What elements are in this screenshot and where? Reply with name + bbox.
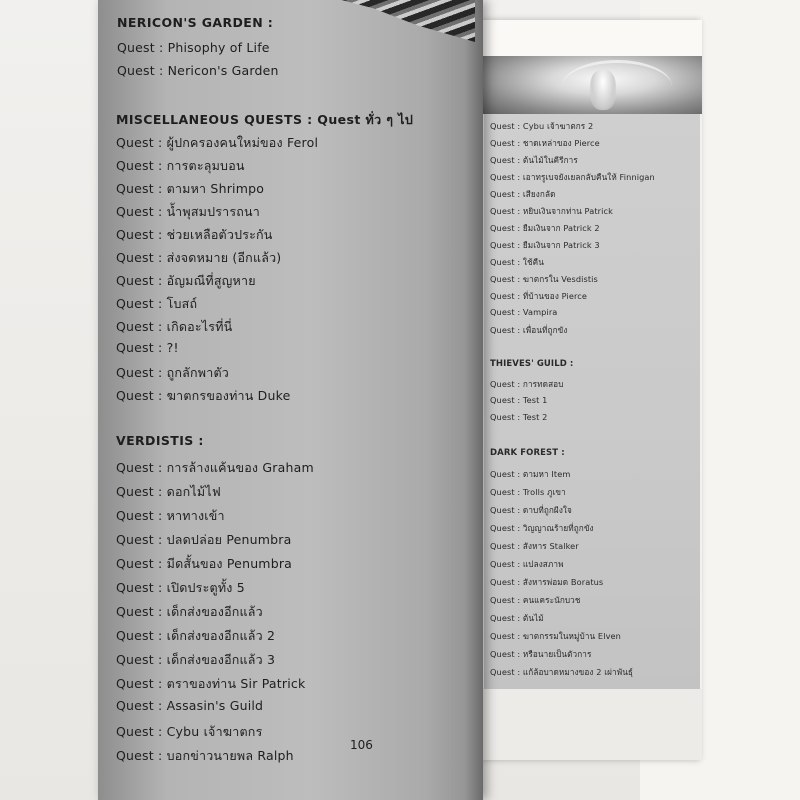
quest-line: Quest : สังหารพ่อมด Boratus xyxy=(490,577,604,587)
section-heading: NERICON'S GARDEN : xyxy=(117,15,274,30)
quest-line: Quest : ปลดปล่อย Penumbra xyxy=(116,532,292,547)
quest-line: Quest : ฆาตกรใน Vesdistis xyxy=(490,274,598,284)
section-heading: DARK FOREST : xyxy=(490,448,565,458)
quest-line: Quest : สังหาร Stalker xyxy=(490,541,579,551)
quest-line: Quest : ช่วยเหลือตัวประกัน xyxy=(116,227,273,242)
quest-line: Quest : เสียงกลัด xyxy=(490,189,556,199)
section-heading: THIEVES' GUILD : xyxy=(490,359,574,369)
quest-line: Quest : น้ำพุสมปรารถนา xyxy=(116,204,261,219)
quest-line: Quest : การตะลุมบอน xyxy=(116,158,245,173)
quest-line: Quest : โบสถ์ xyxy=(116,296,198,311)
quest-line: Quest : เด็กส่งของอีกแล้ว xyxy=(116,604,263,619)
quest-line: Quest : ที่บ้านของ Pierce xyxy=(490,291,588,301)
quest-line: Quest : ถูกลักพาตัว xyxy=(116,365,229,380)
quest-line: Quest : Nericon's Garden xyxy=(117,63,279,78)
quest-line: Quest : Test 1 xyxy=(490,395,548,405)
quest-line: Quest : บอกข่าวนายพล Ralph xyxy=(116,748,294,763)
right-page-bottom xyxy=(482,689,702,760)
quest-line: Quest : คนแคระนักบวช xyxy=(490,595,581,605)
quest-line: Quest : ตามหา Item xyxy=(490,469,571,479)
quest-line: Quest : Phisophy of Life xyxy=(117,40,270,55)
right-page-text xyxy=(484,114,700,689)
quest-line: Quest : แปลงสภาพ xyxy=(490,559,564,569)
quest-line: Quest : Assasin's Guild xyxy=(116,698,264,713)
quest-line: Quest : การทดสอบ xyxy=(490,379,564,389)
quest-line: Quest : เด็กส่งของอีกแล้ว 2 xyxy=(116,628,276,643)
quest-line: Quest : ผู้ปกครองคนใหม่ของ Ferol xyxy=(116,135,319,150)
quest-line: Quest : ยืมเงินจาก Patrick 3 xyxy=(490,240,600,250)
quest-line: Quest : เพื่อนที่ถูกขัง xyxy=(490,325,568,335)
section-heading: MISCELLANEOUS QUESTS : Quest ทั่ว ๆ ไป xyxy=(116,112,414,127)
page-number: 106 xyxy=(350,738,373,752)
quest-line: Quest : ชาดเหล่าของ Pierce xyxy=(490,138,600,148)
angel-figure xyxy=(590,70,616,110)
quest-line: Quest : Cybu เจ้าฆาตกร xyxy=(116,724,263,739)
quest-line: Quest : เกิดอะไรที่นี่ xyxy=(116,319,233,334)
quest-line: Quest : เปิดประตูทั้ง 5 xyxy=(116,580,245,595)
quest-line: Quest : อัญมณีที่สูญหาย xyxy=(116,273,256,288)
quest-line: Quest : ดาบที่ถูกผีงใจ xyxy=(490,505,572,515)
quest-line: Quest : เด็กส่งของอีกแล้ว 3 xyxy=(116,652,276,667)
quest-line: Quest : ฆาตกรรมในหมู่บ้าน Elven xyxy=(490,631,621,641)
quest-line: Quest : Vampira xyxy=(490,307,558,317)
quest-line: Quest : ตราของท่าน Sir Patrick xyxy=(116,676,306,691)
quest-line: Quest : ดอกไม้ไฟ xyxy=(116,484,221,499)
right-page-margin xyxy=(482,20,702,56)
quest-line: Quest : เอาทรูเบจยังเยลกลับคืนให้ Finnigan xyxy=(490,172,655,182)
quest-line: Quest : ต้นไม้ในคีรีการ xyxy=(490,155,578,165)
quest-line: Quest : การล้างแค้นของ Graham xyxy=(116,460,314,475)
quest-line: Quest : ?! xyxy=(116,340,179,355)
quest-line: Quest : ตามหา Shrimpo xyxy=(116,181,265,196)
quest-line: Quest : Test 2 xyxy=(490,412,548,422)
quest-line: Quest : มีดสั้นของ Penumbra xyxy=(116,556,293,571)
quest-line: Quest : ส่งจดหมาย (อีกแล้ว) xyxy=(116,250,282,265)
quest-line: Quest : แก้ล้อบาดหมางของ 2 เผ่าพันธุ์ xyxy=(490,667,633,677)
quest-line: Quest : วิญญาณร้ายที่ถูกขัง xyxy=(490,523,594,533)
quest-line: Quest : Cybu เจ้าฆาตกร 2 xyxy=(490,121,594,131)
angel-illustration xyxy=(482,56,702,114)
quest-line: Quest : หรือนายเป็นตัวการ xyxy=(490,649,592,659)
wing-shape xyxy=(562,60,672,113)
quest-line: Quest : หาทางเข้า xyxy=(116,508,225,523)
quest-line: Quest : ยืมเงินจาก Patrick 2 xyxy=(490,223,600,233)
quest-line: Quest : หยิบเงินจากท่าน Patrick xyxy=(490,206,613,216)
quest-line: Quest : ใช้คืน xyxy=(490,257,544,267)
section-heading: VERDISTIS : xyxy=(116,433,204,448)
quest-line: Quest : Trolls ภูเขา xyxy=(490,487,566,497)
quest-line: Quest : ฆาตกรของท่าน Duke xyxy=(116,388,291,403)
page-spine-shadow xyxy=(465,0,483,800)
quest-line: Quest : ต้นไม้ xyxy=(490,613,544,623)
